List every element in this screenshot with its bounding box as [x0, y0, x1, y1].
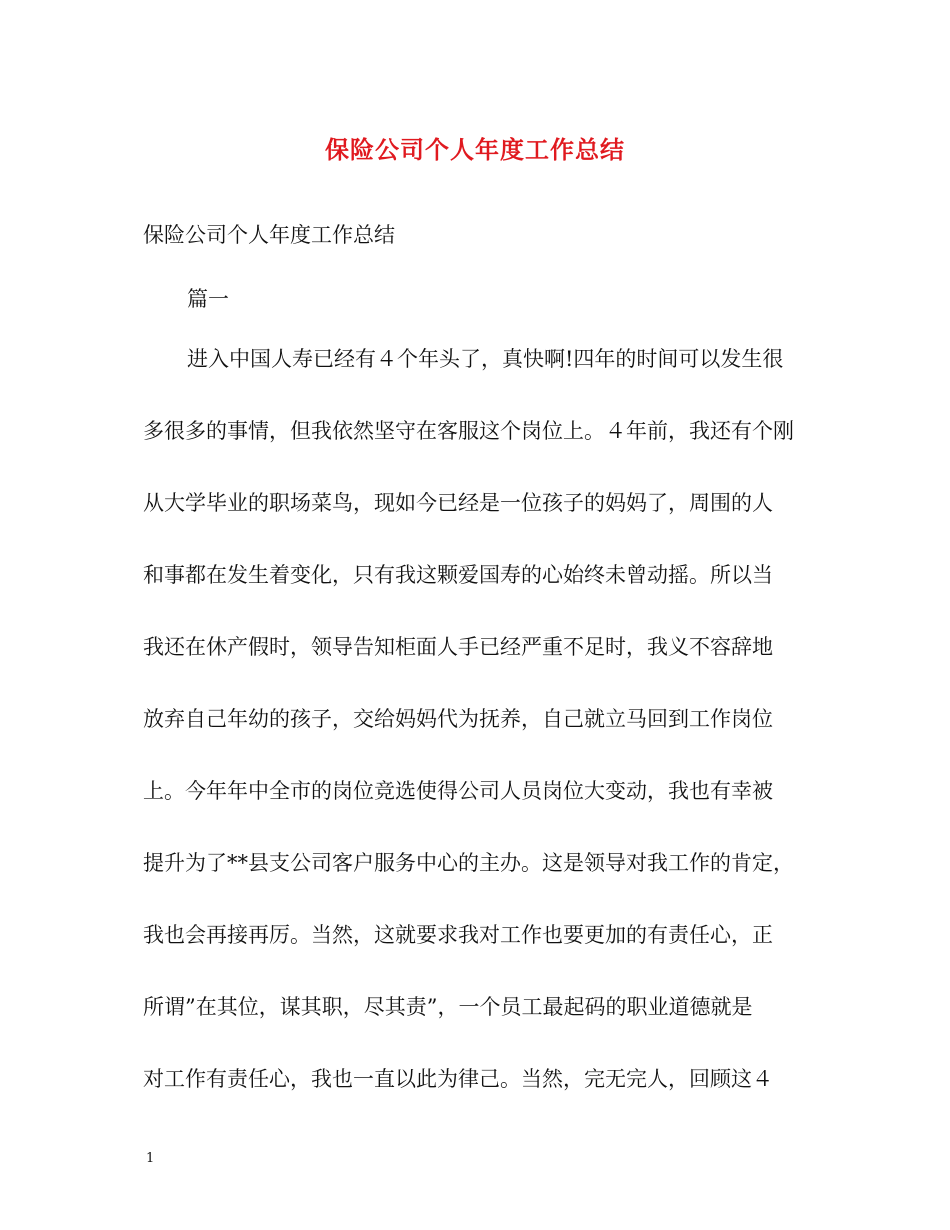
body-line: 从大学毕业的职场菜鸟，现如今已经是一位孩子的妈妈了，周围的人 — [143, 491, 773, 515]
body-line: 多很多的事情，但我依然坚守在客服这个岗位上。４年前，我还有个刚 — [143, 419, 794, 443]
body-line: 和事都在发生着变化，只有我这颗爱国寿的心始终未曾动摇。所以当 — [143, 563, 773, 587]
body-line: 提升为了**县支公司客户服务中心的主办。这是领导对我工作的肯定， — [143, 851, 794, 875]
section-label: 篇一 — [187, 287, 229, 311]
body-line: 进入中国人寿已经有４个年头了，真快啊!四年的时间可以发生很 — [187, 347, 784, 371]
body-line: 所谓”在其位，谋其职，尽其责”，一个员工最起码的职业道德就是 — [143, 995, 753, 1019]
body-line: 放弃自己年幼的孩子，交给妈妈代为抚养，自己就立马回到工作岗位 — [143, 707, 773, 731]
body-line: 对工作有责任心，我也一直以此为律己。当然，完无完人，回顾这４ — [143, 1067, 773, 1091]
page-number: 1 — [146, 1151, 155, 1166]
body-line: 我也会再接再厉。当然，这就要求我对工作也要更加的有责任心，正 — [143, 923, 773, 947]
body-line: 我还在休产假时，领导告知柜面人手已经严重不足时，我义不容辞地 — [143, 635, 773, 659]
document-title: 保险公司个人年度工作总结 — [325, 135, 625, 164]
document-subtitle: 保险公司个人年度工作总结 — [143, 223, 395, 247]
body-line: 上。今年年中全市的岗位竞选使得公司人员岗位大变动，我也有幸被 — [143, 779, 773, 803]
